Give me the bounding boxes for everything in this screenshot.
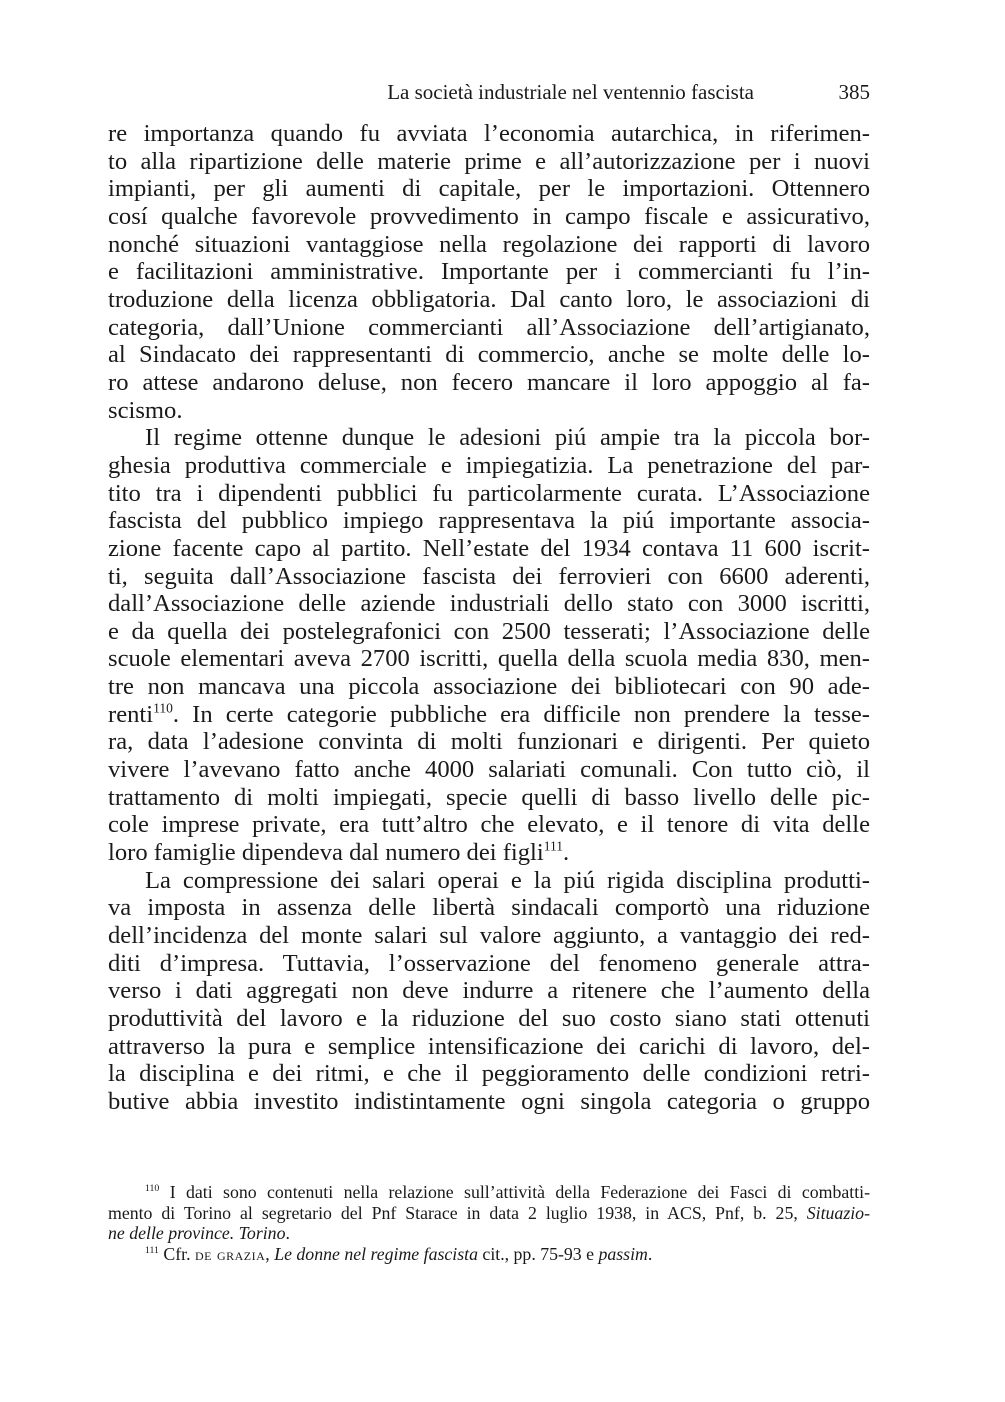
text-line: to alla ripartizione delle materie prime e all’autorizzazione per i nuovi bbox=[108, 147, 870, 175]
text-line: tre non mancava una piccola associazione dei bibliotecari con 90 ade- bbox=[108, 673, 870, 701]
text-line bbox=[108, 839, 870, 867]
text-line: tito tra i dipendenti pubblici fu particolarmente curata. L’Associazione bbox=[108, 479, 870, 507]
text-line: impianti, per gli aumenti di capitale, per le importazioni. Ottennero bbox=[108, 175, 870, 203]
text-line: vivere l’avevano fatto anche 4000 salariati comunali. Con tutto ciò, il bbox=[108, 756, 870, 784]
text-line: attraverso la pura e semplice intensificazione dei carichi di lavoro, del- bbox=[108, 1032, 870, 1060]
text-line: verso i dati aggregati non deve indurre a ritenere che l’aumento della bbox=[108, 977, 870, 1005]
italic-title: Le donne nel regime fascista bbox=[274, 1243, 478, 1264]
running-head bbox=[108, 80, 870, 110]
footnote-line bbox=[108, 1244, 870, 1265]
text-line: scismo. bbox=[108, 396, 183, 424]
page-number: 385 bbox=[838, 80, 870, 104]
footnote-number: 111 bbox=[145, 1244, 159, 1256]
text-fragment: renti bbox=[108, 700, 154, 728]
paragraph-3 bbox=[108, 867, 870, 1116]
body-text bbox=[108, 120, 870, 1116]
text-line: e da quella dei postelegrafonici con 2500 tesserati; l’Associazione delle bbox=[108, 617, 870, 645]
footnote-line bbox=[108, 1203, 870, 1224]
text-line: zione facente capo al partito. Nell’estate del 1934 contava 11 600 iscrit- bbox=[108, 534, 870, 562]
footnote-ref-110[interactable]: 110 bbox=[153, 700, 173, 716]
author-name: de grazia bbox=[195, 1243, 266, 1264]
footnote-number: 110 bbox=[145, 1183, 160, 1195]
text-line: categoria, dall’Unione commercianti all’Associazione dell’artigianato, bbox=[108, 313, 870, 341]
text-line: e facilitazioni amministrative. Importante per i commercianti fu l’in- bbox=[108, 258, 870, 286]
italic-title: ne delle province. Torino bbox=[108, 1223, 286, 1243]
text-line: ti, seguita dall’Associazione fascista dei ferrovieri con 6600 aderenti, bbox=[108, 562, 870, 590]
footnote-110 bbox=[108, 1182, 870, 1244]
text-line: Il regime ottenne dunque le adesioni piú ampie tra la piccola bor- bbox=[145, 424, 870, 452]
running-head-title: La società industriale nel ventennio fascista bbox=[387, 80, 754, 104]
text-fragment: . In certe categorie pubbliche era difficile non prendere la tesse- bbox=[172, 700, 870, 728]
text-line: la disciplina e dei ritmi, e che il peggioramento delle condizioni retri- bbox=[108, 1060, 870, 1088]
italic-title: Situazio- bbox=[806, 1202, 870, 1223]
text-line: ra, data l’adesione convinta di molti funzionari e dirigenti. Per quieto bbox=[108, 728, 870, 756]
text-line: cole imprese private, era tutt’altro che elevato, e il tenore di vita delle bbox=[108, 811, 870, 839]
text-line: produttività del lavoro e la riduzione del suo costo siano stati ottenuti bbox=[108, 1005, 870, 1032]
text-line: cosí qualche favorevole provvedimento in campo fiscale e assicurativo, bbox=[108, 202, 870, 230]
text-fragment: . bbox=[647, 1243, 653, 1264]
italic-word: passim bbox=[598, 1243, 648, 1264]
text-line: scuole elementari aveva 2700 iscritti, quella della scuola media 830, men- bbox=[108, 645, 870, 673]
text-line: trattamento di molti impiegati, specie quelli di basso livello delle pic- bbox=[108, 783, 870, 811]
text-line: La compressione dei salari operai e la piú rigida disciplina produtti- bbox=[145, 866, 870, 894]
text-line: dell’incidenza del monte salari sul valore aggiunto, a vantaggio dei red- bbox=[108, 922, 870, 950]
text-line: nonché situazioni vantaggiose nella regolazione dei rapporti di lavoro bbox=[108, 230, 870, 258]
text-line: dall’Associazione delle aziende industriali dello stato con 3000 iscritti, bbox=[108, 590, 870, 618]
text-fragment: cit., pp. 75-93 e bbox=[477, 1243, 599, 1264]
footnote-line bbox=[108, 1223, 870, 1244]
text-fragment: mento di Torino al segretario del Pnf Starace in data 2 luglio 1938, in ACS, Pnf, b. 25, bbox=[108, 1202, 807, 1223]
paragraph-1 bbox=[108, 120, 870, 424]
footnote-line bbox=[108, 1182, 870, 1203]
text-line: troduzione della licenza obbligatoria. Dal canto loro, le associazioni di bbox=[108, 285, 870, 313]
text-fragment: Cfr. bbox=[158, 1243, 196, 1264]
text-fragment: I dati sono contenuti nella relazione sull’attività della Federazione dei Fasci di combatti- bbox=[159, 1182, 870, 1202]
text-line: diti d’impresa. Tuttavia, l’osservazione del fenomeno generale attra- bbox=[108, 949, 870, 977]
text-fragment: , bbox=[265, 1243, 275, 1264]
footnotes bbox=[108, 1182, 870, 1264]
text-line: ro attese andarono deluse, non fecero mancare il loro appoggio al fa- bbox=[108, 368, 870, 396]
text-fragment: . bbox=[563, 839, 570, 867]
text-line: butive abbia investito indistintamente ogni singola categoria o gruppo bbox=[108, 1087, 870, 1115]
text-line: fascista del pubblico impiego rappresentava la piú importante associa- bbox=[108, 507, 870, 535]
text-line: al Sindacato dei rappresentanti di commercio, anche se molte delle lo- bbox=[108, 341, 870, 369]
text-fragment: loro famiglie dipendeva dal numero dei figli bbox=[108, 839, 544, 867]
text-line: re importanza quando fu avviata l’economia autarchica, in riferimen- bbox=[108, 120, 870, 147]
text-line: ghesia produttiva commerciale e impiegatizia. La penetrazione del par- bbox=[108, 451, 870, 479]
paragraph-2 bbox=[108, 424, 870, 867]
text-line: va imposta in assenza delle libertà sindacali comportò una riduzione bbox=[108, 894, 870, 922]
footnote-ref-111[interactable]: 111 bbox=[543, 838, 564, 854]
text-line bbox=[108, 701, 870, 729]
footnote-111 bbox=[108, 1244, 870, 1265]
book-page bbox=[108, 0, 870, 1402]
text-fragment: . bbox=[285, 1223, 290, 1243]
